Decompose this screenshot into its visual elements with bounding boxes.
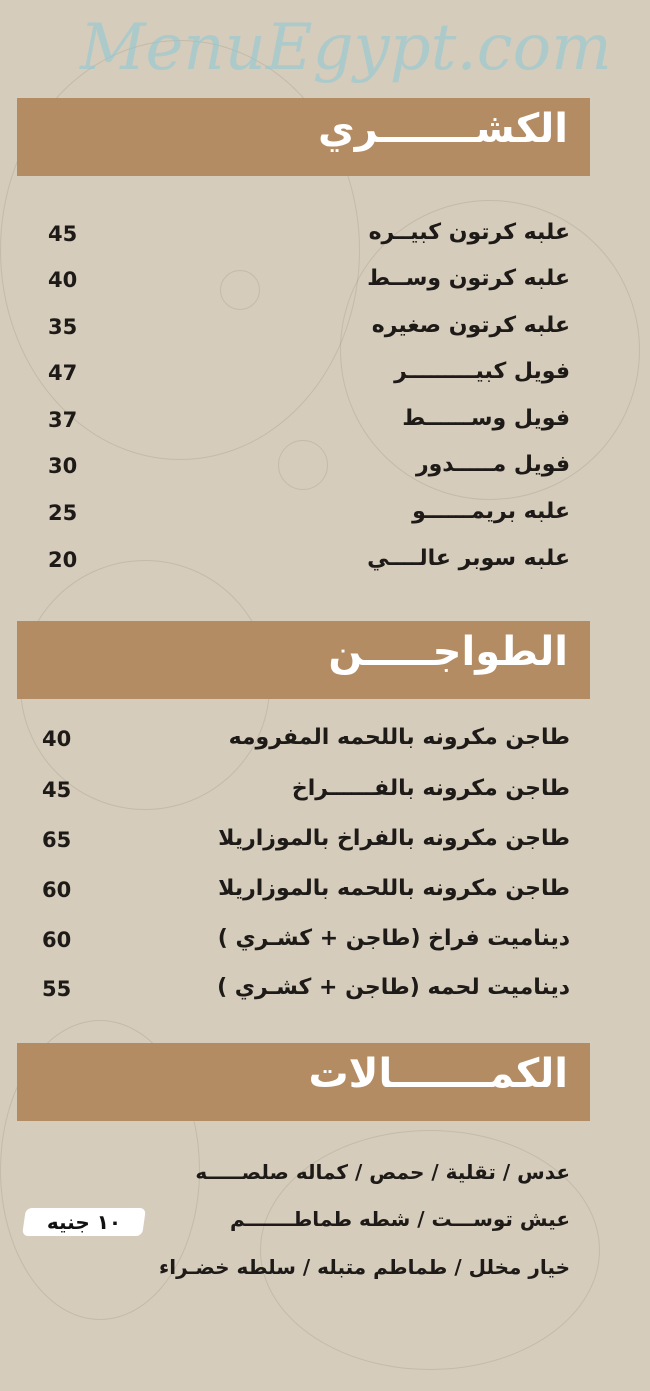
item-name: علبه سوبر عالــــي: [367, 546, 570, 571]
item-name: طاجن مكرونه باللحمه المفرومه: [228, 725, 570, 750]
item-name: علبه كرتون كبيــره: [368, 220, 570, 245]
menu-item: [0, 975, 650, 1015]
menu-item: [0, 776, 650, 816]
item-price: 60: [42, 928, 72, 952]
menu-item: [0, 266, 650, 306]
item-name: طاجن مكرونه بالفــــــراخ: [291, 776, 570, 801]
item-price: 37: [48, 408, 78, 432]
item-name: طاجن مكرونه باللحمه بالموزاريلا: [218, 876, 570, 901]
extras-line: عدس / تقلية / حمص / كماله صلصـــــه: [195, 1160, 570, 1184]
item-price: 30: [48, 454, 78, 478]
section-title: الكشـــــــري: [318, 106, 568, 152]
item-name: علبه كرتون وســط: [367, 266, 570, 291]
item-name: فويل وســــــط: [402, 406, 570, 431]
menu-item: [0, 406, 650, 446]
item-price: 25: [48, 501, 78, 525]
item-price: 35: [48, 315, 78, 339]
item-name: فويل كبيـــــــــر: [394, 359, 570, 384]
item-price: 60: [42, 878, 72, 902]
menu-item: [0, 220, 650, 260]
item-price: 40: [48, 268, 78, 292]
item-name: علبه كرتون صغيره: [371, 313, 570, 338]
section-header-tawagen: [17, 621, 590, 699]
section-title: الكمـــــــالات: [308, 1051, 568, 1097]
item-price: 65: [42, 828, 72, 852]
section-header-kamalat: [17, 1043, 590, 1121]
extras-line: عيش توســـت / شطه طماطـــــــم: [229, 1207, 570, 1231]
menu-item: [0, 926, 650, 966]
item-price: 20: [48, 548, 78, 572]
item-name: ديناميت لحمه (طاجن + كشـري ): [217, 975, 570, 1000]
section-header-koshary: [17, 98, 590, 176]
extras-price-badge: [22, 1208, 146, 1236]
menu-item: [0, 876, 650, 916]
section-title: الطواجـــــن: [328, 629, 568, 675]
item-price: 40: [42, 727, 72, 751]
menu-item: [0, 725, 650, 765]
item-price: 55: [42, 977, 72, 1001]
item-price: 45: [48, 222, 78, 246]
menu-item: [0, 499, 650, 539]
menu-item: [0, 546, 650, 586]
badge-price: ١٠ جنيه: [46, 1210, 122, 1234]
item-name: ديناميت فراخ (طاجن + كشـري ): [217, 926, 570, 951]
menu-item: [0, 826, 650, 866]
menu-item: [0, 313, 650, 353]
item-name: فويل مـــــدور: [415, 452, 570, 477]
watermark-logo: MenuEgypt.com: [80, 11, 612, 85]
item-price: 47: [48, 361, 78, 385]
item-name: طاجن مكرونه بالفراخ بالموزاريلا: [218, 826, 570, 851]
menu-item: [0, 452, 650, 492]
item-name: علبه بريمــــــو: [412, 499, 570, 524]
extras-line: خيار مخلل / طماطم متبله / سلطه خضـراء: [159, 1255, 570, 1279]
menu-item: [0, 359, 650, 399]
item-price: 45: [42, 778, 72, 802]
